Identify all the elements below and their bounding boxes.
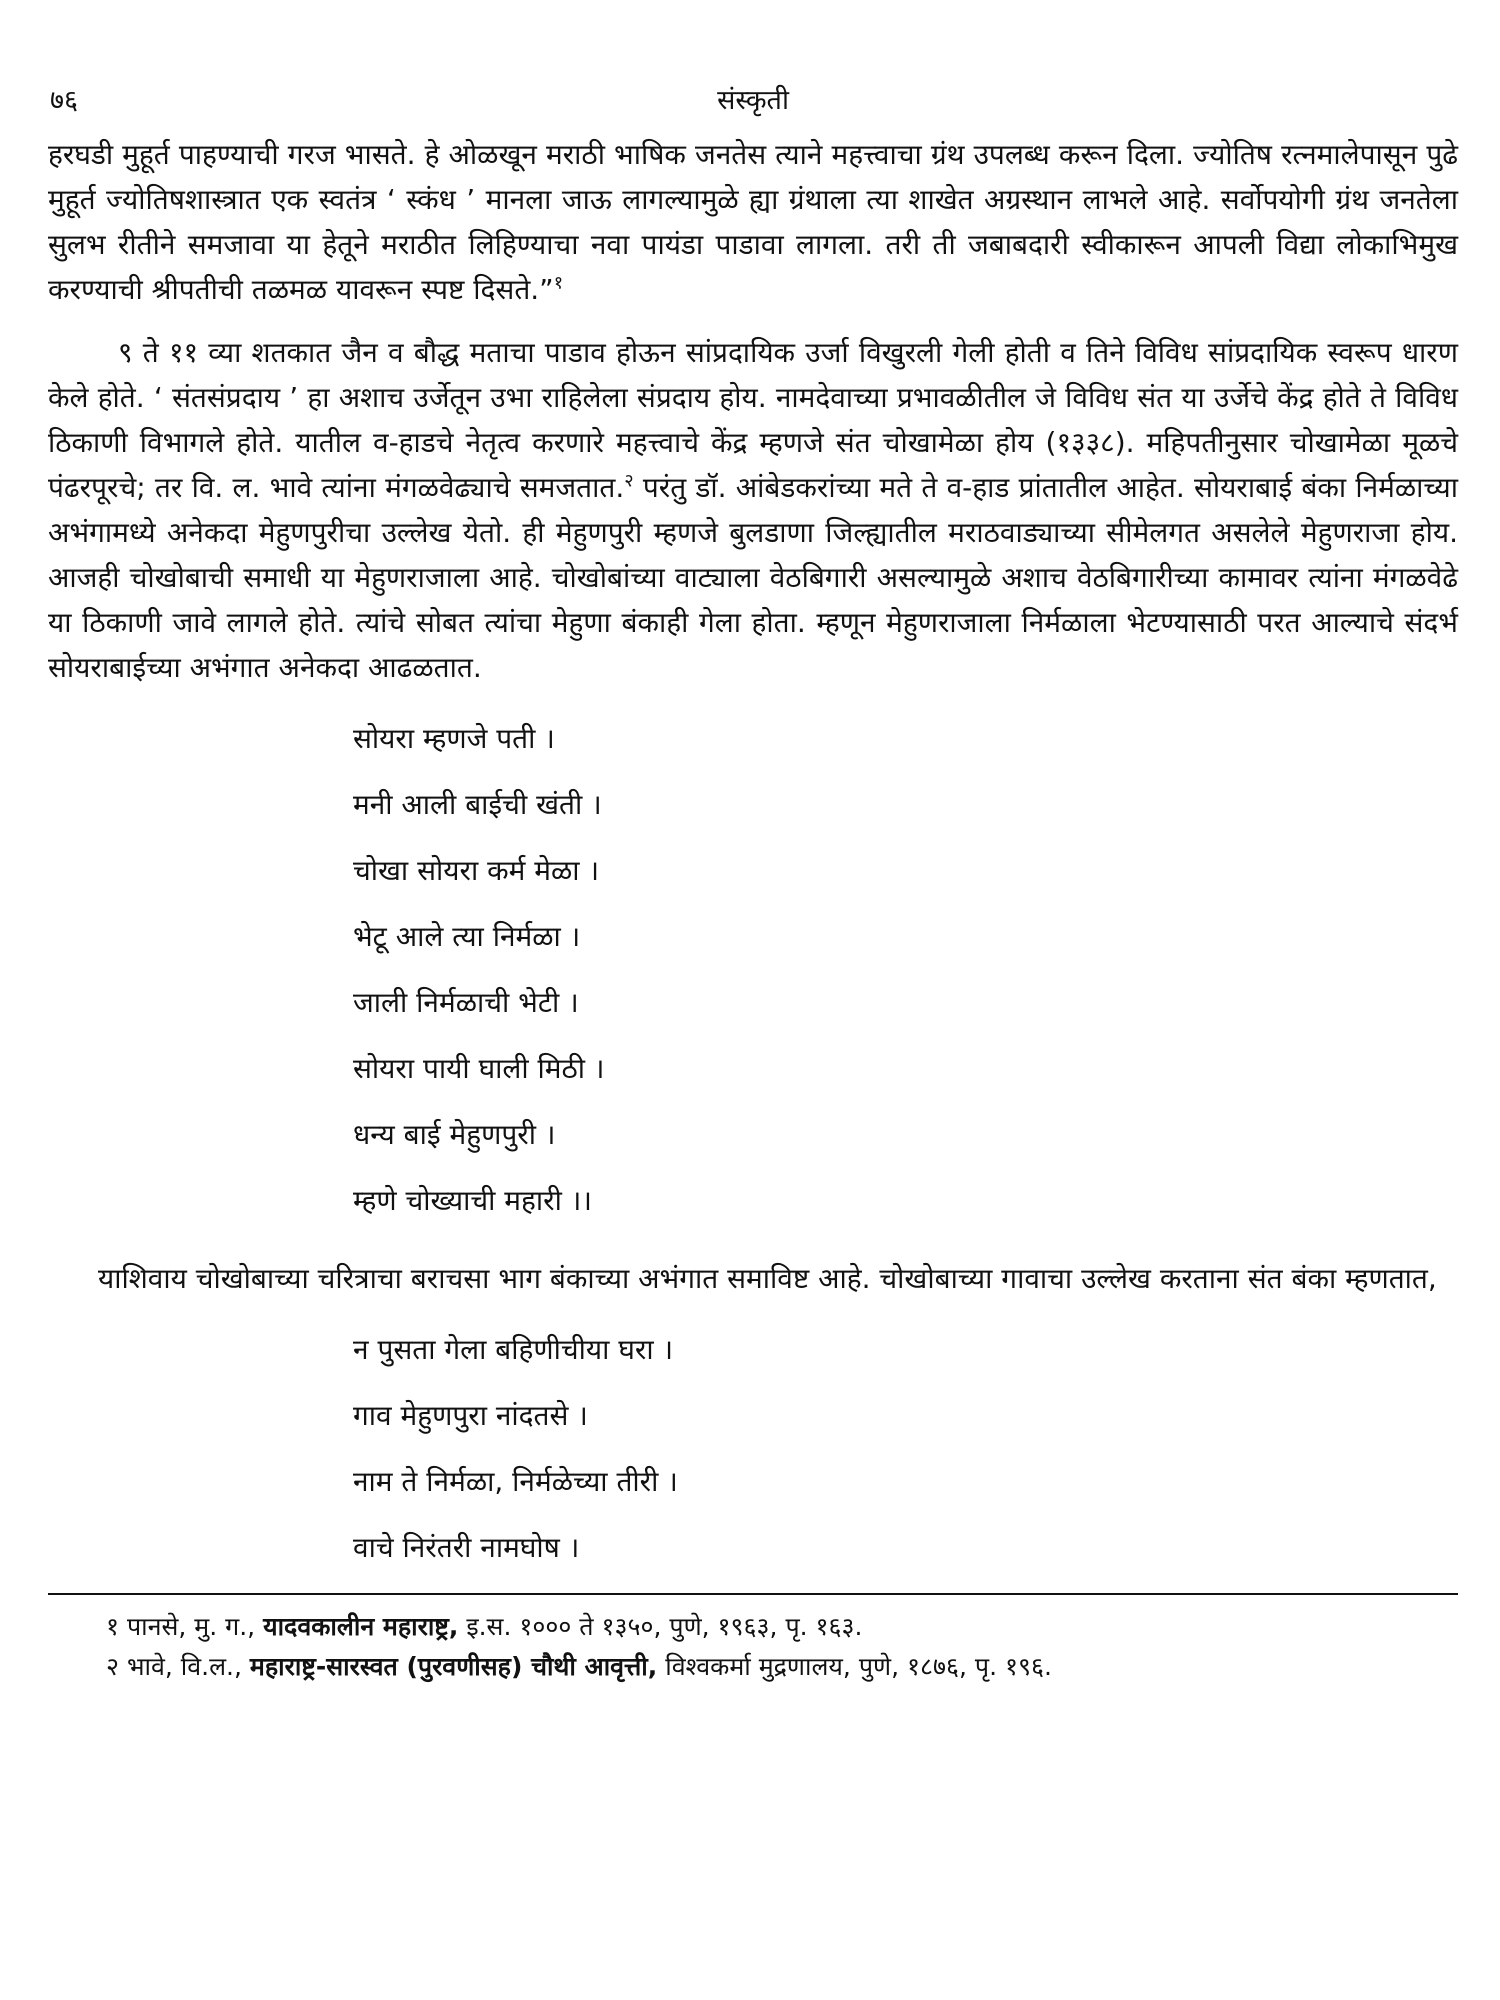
verse-line: म्हणे चोख्याची महारी ।। — [353, 1184, 592, 1217]
verse-line: गाव मेहुणपुरा नांदतसे । — [353, 1399, 588, 1432]
footnote-ref-1: १ — [553, 272, 564, 294]
footnote-1-title: यादवकालीन महाराष्ट्र, — [263, 1612, 459, 1641]
footnote-1 — [48, 1607, 1458, 1647]
footnote-2-pre: २ भावे, वि.ल., — [106, 1652, 250, 1681]
paragraph-2-text-a: ९ ते ११ व्या शतकात जैन व बौद्ध मताचा पाडाव होऊन सांप्रदायिक उर्जा विखुरली गेली होती व तिने विविध सांप्रदायिक स्वरूप धारण केले होते. ‘ संतसंप्रदाय ’ हा अशाच उर्जेतून उभा राहिलेला संप्रदाय होय. नामदेवाच्या प्रभावळीतील जे विविध संत या उर्जेचे केंद्र होते ते विविध ठिकाणी विभागले होते. यातील व-हाडचे नेतृत्व करणारे महत्त्वाचे केंद्र म्हणजे संत चोखामेळा होय (१३३८). महिपतीनुसार चोखामेळा मूळचे पंढरपूरचे; तर वि. ल. भावे त्यांना मंगळवेढ्याचे समजतात. — [48, 336, 1458, 504]
paragraph-3: याशिवाय चोखोबाच्या चरित्राचा बराचसा भाग बंकाच्या अभंगात समाविष्ट आहे. चोखोबाच्या गावाचा उल्लेख करताना संत बंका म्हणतात, — [98, 1262, 1437, 1295]
paragraph-2 — [48, 330, 1458, 690]
verse-line: मनी आली बाईची खंती । — [353, 788, 602, 821]
footnote-1-post: इ.स. १००० ते १३५०, पुणे, १९६३, पृ. १६३. — [458, 1612, 863, 1641]
footnote-ref-2: २ — [624, 470, 634, 492]
verse-line: सोयरा म्हणजे पती । — [353, 722, 555, 755]
footnote-1-pre: १ पानसे, मु. ग., — [106, 1612, 264, 1641]
footnote-2 — [48, 1647, 1458, 1687]
verse-block-2 — [353, 1317, 1458, 1581]
verse-line: जाली निर्मळाची भेटी । — [353, 986, 579, 1019]
footnote-2-post: विश्वकर्मा मुद्रणालय, पुणे, १८७६, पृ. १९६. — [657, 1652, 1052, 1681]
verse-line: चोखा सोयरा कर्म मेळा । — [353, 854, 600, 887]
verse-line: न पुसता गेला बहिणीचीया घरा । — [353, 1333, 674, 1366]
page-number: ७६ — [50, 85, 79, 116]
page-header — [48, 70, 1458, 130]
verse-line: भेटू आले त्या निर्मळा । — [353, 920, 581, 953]
footnote-divider — [48, 1593, 1458, 1595]
running-title: संस्कृती — [717, 85, 789, 116]
paragraph-2-text-b: परंतु डॉ. आंबेडकरांच्या मते ते व-हाड प्रांतातील आहेत. सोयराबाई बंका निर्मळाच्या अभंगामध्ये अनेकदा मेहुणपुरीचा उल्लेख येतो. ही मेहुणपुरी म्हणजे बुलडाणा जिल्ह्यातील मराठवाड्याच्या सीमेलगत असलेले मेहुणराजा होय. आजही चोखोबाची समाधी या मेहुणराजाला आहे. चोखोबांच्या वाट्याला वेठबिगारी असल्यामुळे अशाच वेठबिगारीच्या कामावर त्यांना मंगळवेढे या ठिकाणी जावे लागले होते. त्यांचे सोबत त्यांचा मेहुणा बंकाही गेला होता. म्हणून मेहुणराजाला निर्मळाला भेटण्यासाठी परत आल्याचे संदर्भ सोयराबाईच्या अभंगात अनेकदा आढळतात. — [48, 471, 1458, 684]
paragraph-1 — [48, 132, 1458, 312]
verse-block-1 — [353, 706, 1458, 1234]
verse-line: सोयरा पायी घाली मिठी । — [353, 1052, 605, 1085]
page — [48, 70, 1458, 1687]
paragraph-1-text: हरघडी मुहूर्त पाहण्याची गरज भासते. हे ओळखून मराठी भाषिक जनतेस त्याने महत्त्वाचा ग्रंथ उपलब्ध करून दिला. ज्योतिष रत्नमालेपासून पुढे मुहूर्त ज्योतिषशास्त्रात एक स्वतंत्र ‘ स्कंध ’ मानला जाऊ लागल्यामुळे ह्या ग्रंथाला त्या शाखेत अग्रस्थान लाभले आहे. सर्वोपयोगी ग्रंथ जनतेला सुलभ रीतीने समजावा या हेतूने मराठीत लिहिण्याचा नवा पायंडा पाडावा लागला. तरी ती जबाबदारी स्वीकारून आपली विद्या लोकाभिमुख करण्याची श्रीपतीची तळमळ यावरून स्पष्ट दिसते.” — [48, 138, 1458, 306]
verse-line: वाचे निरंतरी नामघोष । — [353, 1531, 580, 1564]
verse-line: नाम ते निर्मळा, निर्मळेच्या तीरी । — [353, 1465, 678, 1498]
footnotes — [48, 1607, 1458, 1687]
footnote-2-title: महाराष्ट्र-सारस्वत (पुरवणीसह) चौथी आवृत्ती, — [249, 1652, 658, 1681]
verse-line: धन्य बाई मेहुणपुरी । — [353, 1118, 556, 1151]
